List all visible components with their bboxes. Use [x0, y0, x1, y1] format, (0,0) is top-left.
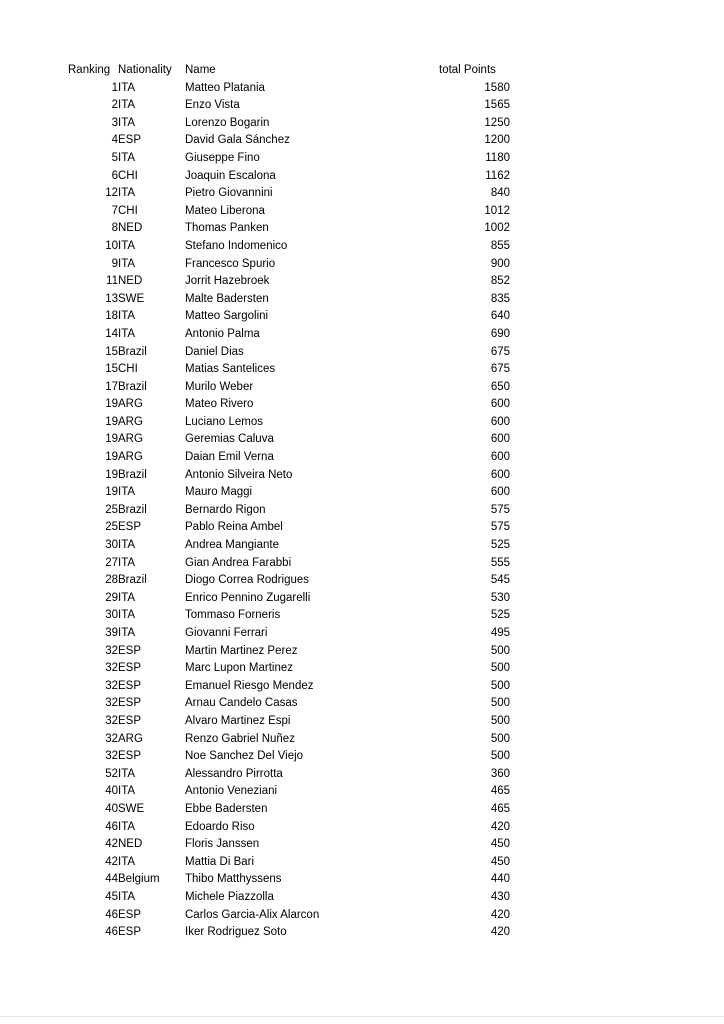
nationality-cell: ITA [118, 785, 136, 798]
nationality-cell: NED [118, 222, 143, 235]
nationality-cell: ITA [118, 151, 136, 164]
table-row [60, 431, 510, 449]
points-cell: 650 [490, 380, 510, 393]
nationality-cell: NED [118, 838, 143, 851]
ranking-cell: 2 [111, 99, 118, 112]
ranking-cell: 25 [105, 503, 118, 516]
name-cell: Joaquin Escalona [185, 169, 276, 182]
points-cell: 525 [490, 539, 510, 552]
points-cell: 1565 [484, 99, 510, 112]
nationality-cell: ITA [118, 820, 136, 833]
name-cell: Edoardo Riso [185, 820, 255, 833]
name-cell: Daian Emil Verna [185, 451, 274, 464]
points-cell: 575 [490, 503, 510, 516]
name-cell: Arnau Candelo Casas [185, 697, 298, 710]
nationality-cell: ITA [118, 556, 136, 569]
nationality-cell: ESP [118, 697, 142, 710]
ranking-cell: 19 [105, 451, 118, 464]
nationality-cell: ITA [118, 627, 136, 639]
points-cell: 500 [490, 697, 510, 710]
points-cell: 1180 [485, 151, 510, 164]
points-cell: 555 [490, 556, 510, 569]
table-row [60, 854, 510, 872]
name-cell: Stefano Indomenico [185, 239, 288, 252]
table-row [60, 713, 510, 731]
points-cell: 500 [490, 714, 510, 727]
nationality-cell: ESP [118, 679, 142, 692]
points-cell: 420 [490, 908, 510, 921]
nationality-cell: SWE [118, 292, 145, 305]
points-cell: 450 [490, 838, 510, 851]
name-cell: Antonio Veneziani [185, 785, 278, 798]
table-row [60, 537, 510, 555]
points-cell: 450 [490, 855, 510, 868]
name-cell: Murilo Weber [185, 380, 254, 393]
ranking-cell: 46 [105, 820, 118, 833]
points-cell: 1580 [484, 81, 510, 94]
name-cell: Floris Janssen [185, 838, 260, 851]
name-cell: Marc Lupon Martinez [185, 662, 294, 675]
nationality-cell: Brazil [118, 503, 147, 516]
ranking-cell: 32 [105, 750, 118, 763]
name-cell: Geremias Caluva [185, 433, 274, 446]
nationality-cell: ESP [118, 134, 142, 147]
table-row [60, 731, 510, 749]
ranking-cell: 14 [105, 327, 118, 340]
table-row [60, 871, 510, 889]
name-cell: Matteo Sargolini [185, 310, 269, 323]
name-cell: Gian Andrea Farabbi [185, 556, 292, 569]
ranking-cell: 52 [105, 767, 118, 780]
table-row [60, 907, 510, 925]
ranking-cell: 19 [105, 415, 118, 428]
name-cell: Pietro Giovannini [185, 187, 273, 200]
nationality-cell: ITA [118, 855, 136, 868]
nationality-cell: ARG [118, 732, 143, 745]
points-cell: 600 [490, 398, 510, 411]
name-cell: Michele Piazzolla [185, 890, 274, 903]
points-cell: 525 [490, 609, 510, 622]
name-cell: Alvaro Martinez Espi [185, 714, 291, 727]
nationality-cell: CHI [118, 204, 138, 217]
ranking-cell: 39 [105, 627, 118, 639]
points-cell: 500 [490, 644, 510, 657]
points-cell: 600 [490, 486, 510, 499]
ranking-cell: 9 [111, 257, 118, 270]
points-cell: 430 [490, 890, 510, 903]
nationality-cell: ITA [118, 81, 136, 94]
ranking-cell: 40 [105, 785, 118, 798]
ranking-cell: 44 [105, 873, 118, 886]
ranking-cell: 3 [111, 116, 118, 129]
ranking-cell: 42 [105, 838, 118, 851]
ranking-cell: 8 [111, 222, 118, 235]
table-row [60, 590, 510, 608]
nationality-cell: ITA [118, 239, 136, 252]
table-row [60, 308, 510, 326]
table-row [60, 344, 510, 362]
ranking-cell: 18 [105, 310, 118, 323]
header-total-points: total Points [439, 64, 496, 76]
table-row [60, 924, 510, 942]
points-cell: 420 [490, 820, 510, 833]
points-cell: 600 [490, 468, 510, 481]
table-row [60, 836, 510, 854]
nationality-cell: ESP [118, 644, 142, 657]
nationality-cell: ITA [118, 257, 136, 270]
nationality-cell: ITA [118, 591, 136, 604]
table-row [60, 291, 510, 309]
ranking-cell: 29 [105, 591, 118, 604]
table-row [60, 678, 510, 696]
points-cell: 530 [490, 591, 510, 604]
name-cell: Mattia Di Bari [185, 855, 255, 868]
name-cell: Mauro Maggi [185, 486, 253, 499]
points-cell: 465 [490, 785, 510, 798]
name-cell: Matias Santelices [185, 363, 276, 376]
points-cell: 500 [490, 750, 510, 763]
name-cell: Thibo Matthyssens [185, 873, 282, 886]
name-cell: Martin Martinez Perez [185, 644, 298, 657]
nationality-cell: ARG [118, 451, 143, 464]
nationality-cell: ITA [118, 116, 136, 129]
table-row [60, 449, 510, 467]
table-row [60, 572, 510, 590]
ranking-cell: 27 [105, 556, 118, 569]
name-cell: Ebbe Badersten [185, 802, 268, 815]
name-cell: Antonio Silveira Neto [185, 468, 293, 481]
table-row [60, 168, 510, 186]
name-cell: Renzo Gabriel Nuñez [185, 732, 295, 745]
name-cell: Noe Sanchez Del Viejo [185, 750, 304, 763]
table-row [60, 132, 510, 150]
table-row [60, 80, 510, 98]
nationality-cell: CHI [118, 169, 138, 182]
name-cell: Thomas Panken [185, 222, 269, 235]
ranking-cell: 15 [105, 345, 118, 358]
ranking-cell: 1 [111, 81, 118, 94]
nationality-cell: ITA [118, 187, 136, 200]
table-row [60, 519, 510, 537]
nationality-cell: CHI [118, 363, 138, 376]
points-cell: 900 [490, 257, 510, 270]
name-cell: Francesco Spurio [185, 257, 276, 270]
points-cell: 440 [490, 873, 510, 886]
nationality-cell: NED [118, 275, 143, 288]
ranking-cell: 19 [105, 398, 118, 411]
nationality-cell: Brazil [118, 574, 147, 587]
name-cell: Lorenzo Bogarin [185, 116, 270, 129]
table-row [60, 273, 510, 291]
points-cell: 855 [490, 239, 510, 252]
nationality-cell: ITA [118, 310, 136, 323]
header-name: Name [185, 64, 216, 76]
ranking-cell: 42 [105, 855, 118, 868]
points-cell: 1002 [484, 222, 510, 235]
name-cell: David Gala Sánchez [185, 134, 290, 147]
ranking-cell: 32 [105, 662, 118, 675]
nationality-cell: ITA [118, 890, 136, 903]
points-cell: 675 [490, 345, 510, 358]
ranking-cell: 32 [105, 644, 118, 657]
ranking-cell: 30 [105, 609, 118, 622]
table-header [60, 62, 510, 80]
points-cell: 500 [490, 662, 510, 675]
table-row [60, 889, 510, 907]
nationality-cell: ITA [118, 609, 136, 622]
table-row [60, 414, 510, 432]
table-row [60, 238, 510, 256]
table-row [60, 256, 510, 274]
name-cell: Carlos Garcia-Alix Alarcon [185, 908, 320, 921]
nationality-cell: ESP [118, 662, 142, 675]
table-row [60, 502, 510, 520]
name-cell: Emanuel Riesgo Mendez [185, 679, 314, 692]
points-cell: 600 [490, 433, 510, 446]
points-cell: 1162 [485, 169, 510, 182]
table-row [60, 819, 510, 837]
table-row [60, 396, 510, 414]
ranking-cell: 15 [105, 363, 118, 376]
table-row [60, 379, 510, 397]
ranking-cell: 19 [105, 433, 118, 446]
table-row [60, 625, 510, 643]
points-cell: 840 [490, 187, 510, 200]
points-cell: 545 [490, 574, 510, 587]
table-row [60, 361, 510, 379]
nationality-cell: ESP [118, 521, 142, 534]
ranking-cell: 11 [106, 275, 118, 288]
table-row [60, 185, 510, 203]
name-cell: Alessandro Pirrotta [185, 767, 283, 780]
table-row [60, 766, 510, 784]
table-row [60, 150, 510, 168]
header-nationality: Nationality [118, 64, 172, 76]
name-cell: Jorrit Hazebroek [185, 275, 270, 288]
nationality-cell: Brazil [118, 468, 147, 481]
table-row [60, 220, 510, 238]
table-row [60, 97, 510, 115]
name-cell: Luciano Lemos [185, 415, 263, 428]
nationality-cell: ESP [118, 908, 142, 921]
points-cell: 495 [490, 627, 510, 639]
name-cell: Iker Rodriguez Soto [185, 926, 287, 939]
header-ranking: Ranking [68, 64, 111, 76]
ranking-cell: 10 [105, 239, 118, 252]
ranking-cell: 46 [105, 908, 118, 921]
nationality-cell: ESP [118, 750, 142, 763]
name-cell: Antonio Palma [185, 327, 260, 340]
nationality-cell: Brazil [118, 380, 147, 393]
nationality-cell: Brazil [118, 345, 147, 358]
nationality-cell: ARG [118, 433, 143, 446]
table-row [60, 748, 510, 766]
points-cell: 360 [490, 767, 510, 780]
ranking-cell: 12 [105, 187, 118, 200]
points-cell: 600 [490, 451, 510, 464]
name-cell: Giuseppe Fino [185, 151, 260, 164]
points-cell: 640 [490, 310, 510, 323]
table-row [60, 555, 510, 573]
name-cell: Bernardo Rigon [185, 503, 266, 516]
ranking-cell: 6 [111, 169, 118, 182]
ranking-cell: 25 [105, 521, 118, 534]
table-row [60, 643, 510, 661]
ranking-cell: 32 [105, 714, 118, 727]
ranking-table [60, 62, 510, 942]
table-row [60, 467, 510, 485]
nationality-cell: ESP [118, 714, 142, 727]
ranking-cell: 19 [105, 486, 118, 499]
table-row [60, 783, 510, 801]
table-row [60, 695, 510, 713]
ranking-cell: 13 [105, 292, 118, 305]
ranking-cell: 28 [105, 574, 118, 587]
points-cell: 420 [490, 926, 510, 939]
points-cell: 500 [490, 679, 510, 692]
ranking-cell: 30 [105, 539, 118, 552]
points-cell: 1250 [484, 116, 510, 129]
ranking-cell: 40 [105, 802, 118, 815]
nationality-cell: ITA [118, 99, 136, 112]
points-cell: 690 [490, 327, 510, 340]
ranking-cell: 46 [105, 926, 118, 939]
table-body [60, 80, 510, 942]
name-cell: Enrico Pennino Zugarelli [185, 591, 311, 604]
ranking-cell: 32 [105, 732, 118, 745]
points-cell: 575 [490, 521, 510, 534]
table-row [60, 801, 510, 819]
nationality-cell: ARG [118, 415, 143, 428]
points-cell: 600 [490, 415, 510, 428]
name-cell: Matteo Platania [185, 81, 265, 94]
name-cell: Pablo Reina Ambel [185, 521, 283, 534]
name-cell: Mateo Rivero [185, 398, 254, 411]
nationality-cell: ITA [118, 539, 136, 552]
ranking-cell: 4 [111, 134, 118, 147]
table-row [60, 203, 510, 221]
nationality-cell: ITA [118, 486, 136, 499]
ranking-cell: 5 [111, 151, 118, 164]
ranking-cell: 7 [111, 204, 118, 217]
points-cell: 1200 [484, 134, 510, 147]
points-cell: 835 [490, 292, 510, 305]
ranking-cell: 19 [105, 468, 118, 481]
points-cell: 675 [490, 363, 510, 376]
points-cell: 500 [490, 732, 510, 745]
name-cell: Tommaso Forneris [185, 609, 281, 622]
nationality-cell: ARG [118, 398, 143, 411]
page-bottom-edge [0, 1016, 724, 1017]
nationality-cell: ESP [118, 926, 142, 939]
nationality-cell: SWE [118, 802, 145, 815]
table-row [60, 607, 510, 625]
points-cell: 1012 [484, 204, 510, 217]
nationality-cell: ITA [118, 327, 136, 340]
name-cell: Malte Badersten [185, 292, 269, 305]
table-row [60, 326, 510, 344]
name-cell: Daniel Dias [185, 345, 244, 358]
table-row [60, 484, 510, 502]
ranking-cell: 45 [105, 890, 118, 903]
name-cell: Andrea Mangiante [185, 539, 279, 552]
table-row [60, 660, 510, 678]
table-row [60, 115, 510, 133]
ranking-cell: 32 [105, 697, 118, 710]
nationality-cell: ITA [118, 767, 136, 780]
ranking-cell: 32 [105, 679, 118, 692]
header-row [60, 62, 510, 80]
name-cell: Diogo Correa Rodrigues [185, 574, 310, 587]
points-cell: 465 [490, 802, 510, 815]
ranking-cell: 17 [105, 380, 118, 393]
name-cell: Mateo Liberona [185, 204, 265, 217]
name-cell: Giovanni Ferrari [185, 627, 268, 639]
points-cell: 852 [490, 275, 510, 288]
nationality-cell: Belgium [118, 873, 160, 886]
name-cell: Enzo Vista [185, 99, 240, 112]
